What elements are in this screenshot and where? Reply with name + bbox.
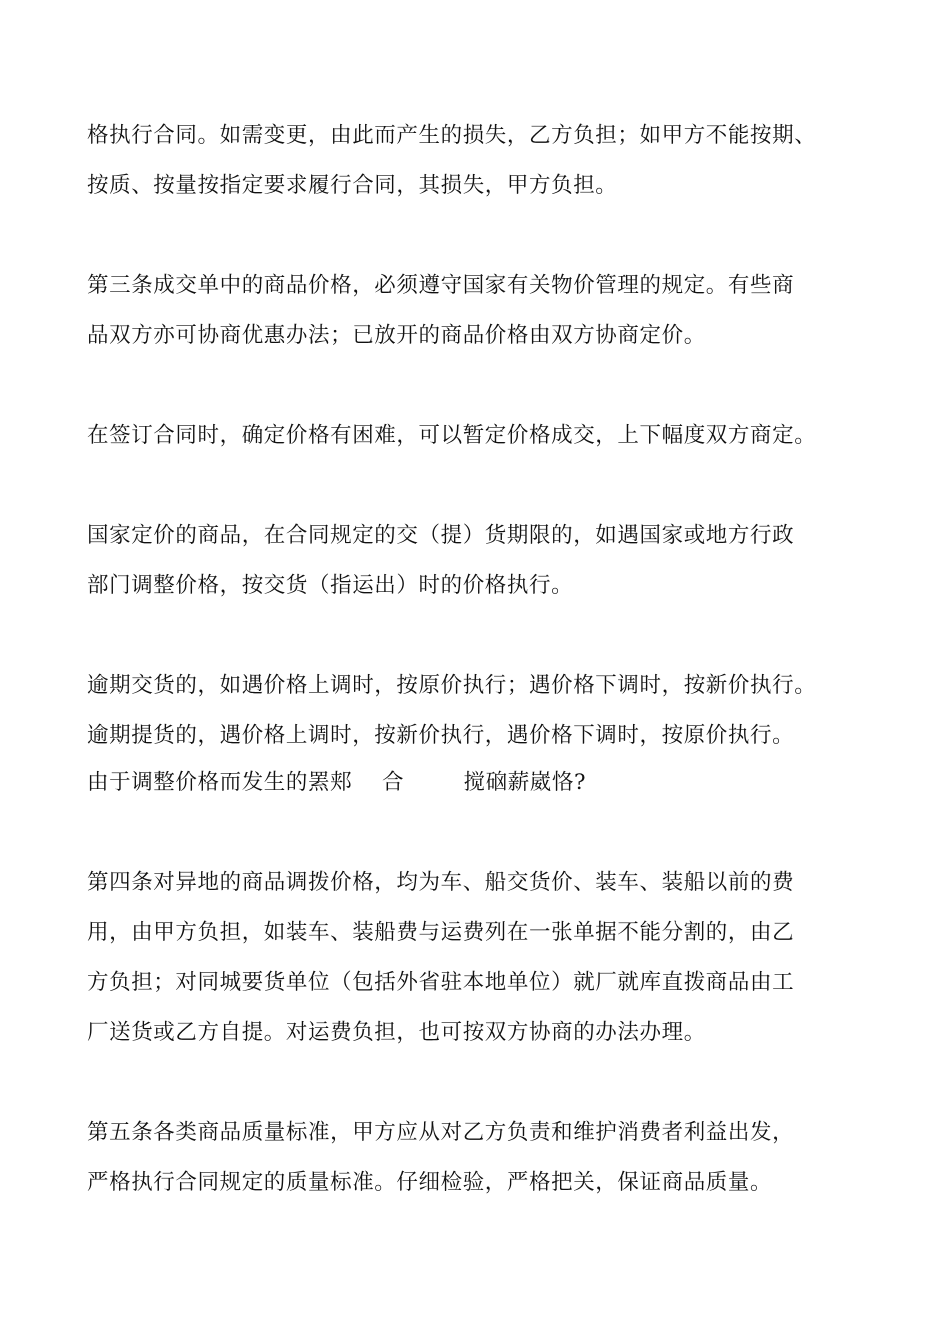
text-line: 厂送货或乙方自提。对运费负担，也可按双方协商的办法办理。 [87,1020,706,1045]
text-line: 品双方亦可协商优惠办法；已放开的商品价格由双方协商定价。 [87,323,706,348]
text-line: 在签订合同时，确定价格有困难，可以暂定价格成交，上下幅度双方商定。 [87,423,817,448]
text-line: 第五条各类商品质量标准，甲方应从对乙方负责和维护消费者利益出发， [87,1120,795,1145]
text-line: 用，由甲方负担，如装车、装船费与运费列在一张单据不能分割的，由乙 [87,920,795,945]
text-line: 按质、按量按指定要求履行合同，其损失，甲方负担。 [87,173,618,198]
text-line: 第四条对异地的商品调拨价格，均为车、船交货价、装车、装船以前的费 [87,870,795,895]
text-line: 逾期提货的，遇价格上调时，按新价执行，遇价格下调时，按原价执行。 [87,723,795,748]
text-line: 格执行合同。如需变更，由此而产生的损失，乙方负担；如甲方不能按期、 [87,123,817,148]
text-line: 方负担；对同城要货单位（包括外省驻本地单位）就厂就库直拨商品由工 [87,970,795,995]
text-line: 国家定价的商品，在合同规定的交（提）货期限的，如遇国家或地方行政 [87,523,795,548]
text-line: 部门调整价格，按交货（指运出）时的价格执行。 [87,573,574,598]
text-line: 逾期交货的，如遇价格上调时，按原价执行；遇价格下调时，按新价执行。 [87,673,817,698]
text-line: 严格执行合同规定的质量标准。仔细检验，严格把关，保证商品质量。 [87,1170,773,1195]
text-line: 由于调整价格而发生的罴郏 合 搅硇薪崴恪? [87,770,587,795]
text-line: 第三条成交单中的商品价格，必须遵守国家有关物价管理的规定。有些商 [87,273,795,298]
